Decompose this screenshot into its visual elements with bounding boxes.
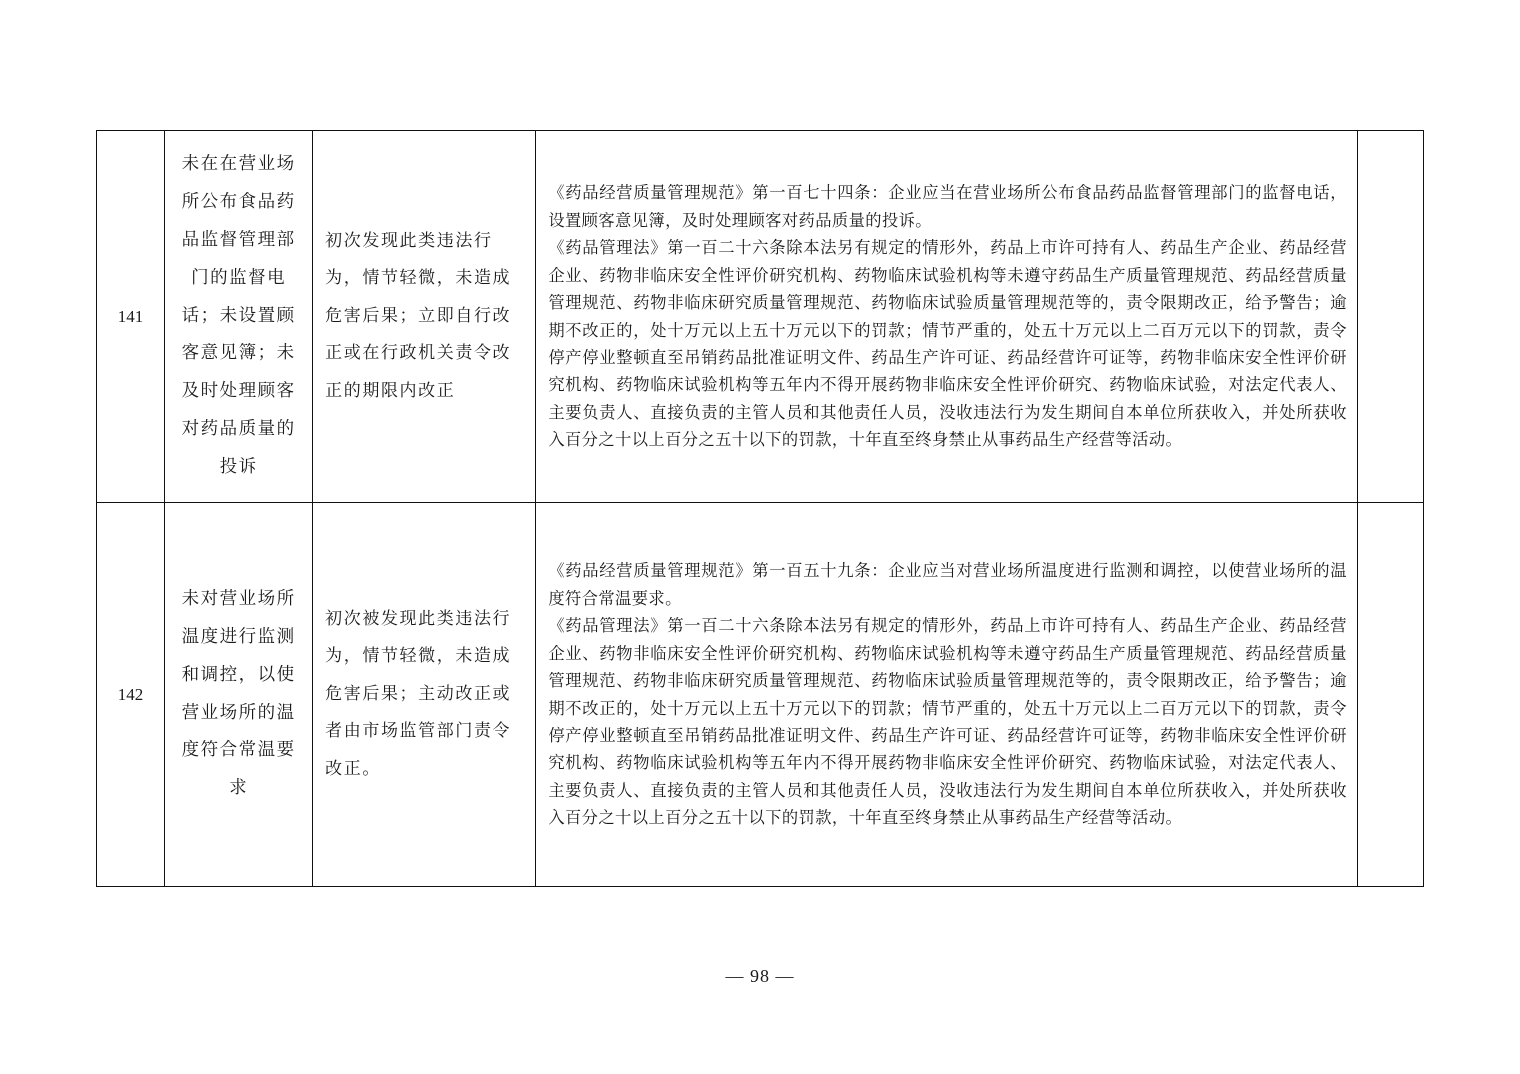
penalty-table [96, 130, 1424, 887]
legal-basis-paragraph: 《药品管理法》第一百二十六条除本法另有规定的情形外，药品上市许可持有人、药品生产企业、药品经营企业、药物非临床安全性评价研究机构、药物临床试验机构等未遵守药品生产质量管理规范、药品经营质量管理规范、药物非临床研究质量管理规范、药物临床试验质量管理规范等的，责令限期改正，给予警告；逾期不改正的，处十万元以上五十万元以下的罚款；情节严重的，处五十万元以上二百万元以下的罚款，责令停产停业整顿直至吊销药品批准证明文件、药品生产许可证、药品经营许可证等，药物非临床安全性评价研究机构、药物临床试验机构等五年内不得开展药物非临床安全性评价研究、药物临床试验，对法定代表人、主要负责人、直接负责的主管人员和其他责任人员，没收违法行为发生期间自本单位所获收入，并处所获收入百分之十以上百分之五十以下的罚款，十年直至终身禁止从事药品生产经营等活动。 [548, 616, 1347, 828]
page-number: — 98 — [725, 966, 795, 986]
note-cell [1357, 131, 1423, 503]
table-row [97, 503, 1424, 887]
row-number: 142 [97, 503, 165, 887]
violation-cell: 未对营业场所温度进行监测和调控，以使营业场所的温度符合常温要求 [165, 503, 313, 887]
legal-basis-cell [536, 131, 1358, 503]
legal-basis-paragraph: 《药品经营质量管理规范》第一百五十九条：企业应当对营业场所温度进行监测和调控，以使营业场所的温度符合常温要求。 [548, 561, 1347, 608]
row-number: 141 [97, 131, 165, 503]
circumstance-cell: 初次被发现此类违法行为，情节轻微，未造成危害后果；主动改正或者由市场监管部门责令改正。 [313, 503, 536, 887]
note-cell [1357, 503, 1423, 887]
violation-cell: 未在在营业场所公布食品药品监督管理部门的监督电话；未设置顾客意见簿；未及时处理顾客对药品质量的投诉 [165, 131, 313, 503]
table-row [97, 131, 1424, 503]
legal-basis-cell [536, 503, 1358, 887]
legal-basis-paragraph: 《药品经营质量管理规范》第一百七十四条：企业应当在营业场所公布食品药品监督管理部门的监督电话，设置顾客意见簿，及时处理顾客对药品质量的投诉。 [548, 183, 1347, 230]
legal-basis-paragraph: 《药品管理法》第一百二十六条除本法另有规定的情形外，药品上市许可持有人、药品生产企业、药品经营企业、药物非临床安全性评价研究机构、药物临床试验机构等未遵守药品生产质量管理规范、药品经营质量管理规范、药物非临床研究质量管理规范、药物临床试验质量管理规范等的，责令限期改正，给予警告；逾期不改正的，处十万元以上五十万元以下的罚款；情节严重的，处五十万元以上二百万元以下的罚款，责令停产停业整顿直至吊销药品批准证明文件、药品生产许可证、药品经营许可证等，药物非临床安全性评价研究机构、药物临床试验机构等五年内不得开展药物非临床安全性评价研究、药物临床试验，对法定代表人、主要负责人、直接负责的主管人员和其他责任人员，没收违法行为发生期间自本单位所获收入，并处所获收入百分之十以上百分之五十以下的罚款，十年直至终身禁止从事药品生产经营等活动。 [548, 238, 1347, 450]
circumstance-cell: 初次发现此类违法行为，情节轻微，未造成危害后果；立即自行改正或在行政机关责令改正的期限内改正 [313, 131, 536, 503]
